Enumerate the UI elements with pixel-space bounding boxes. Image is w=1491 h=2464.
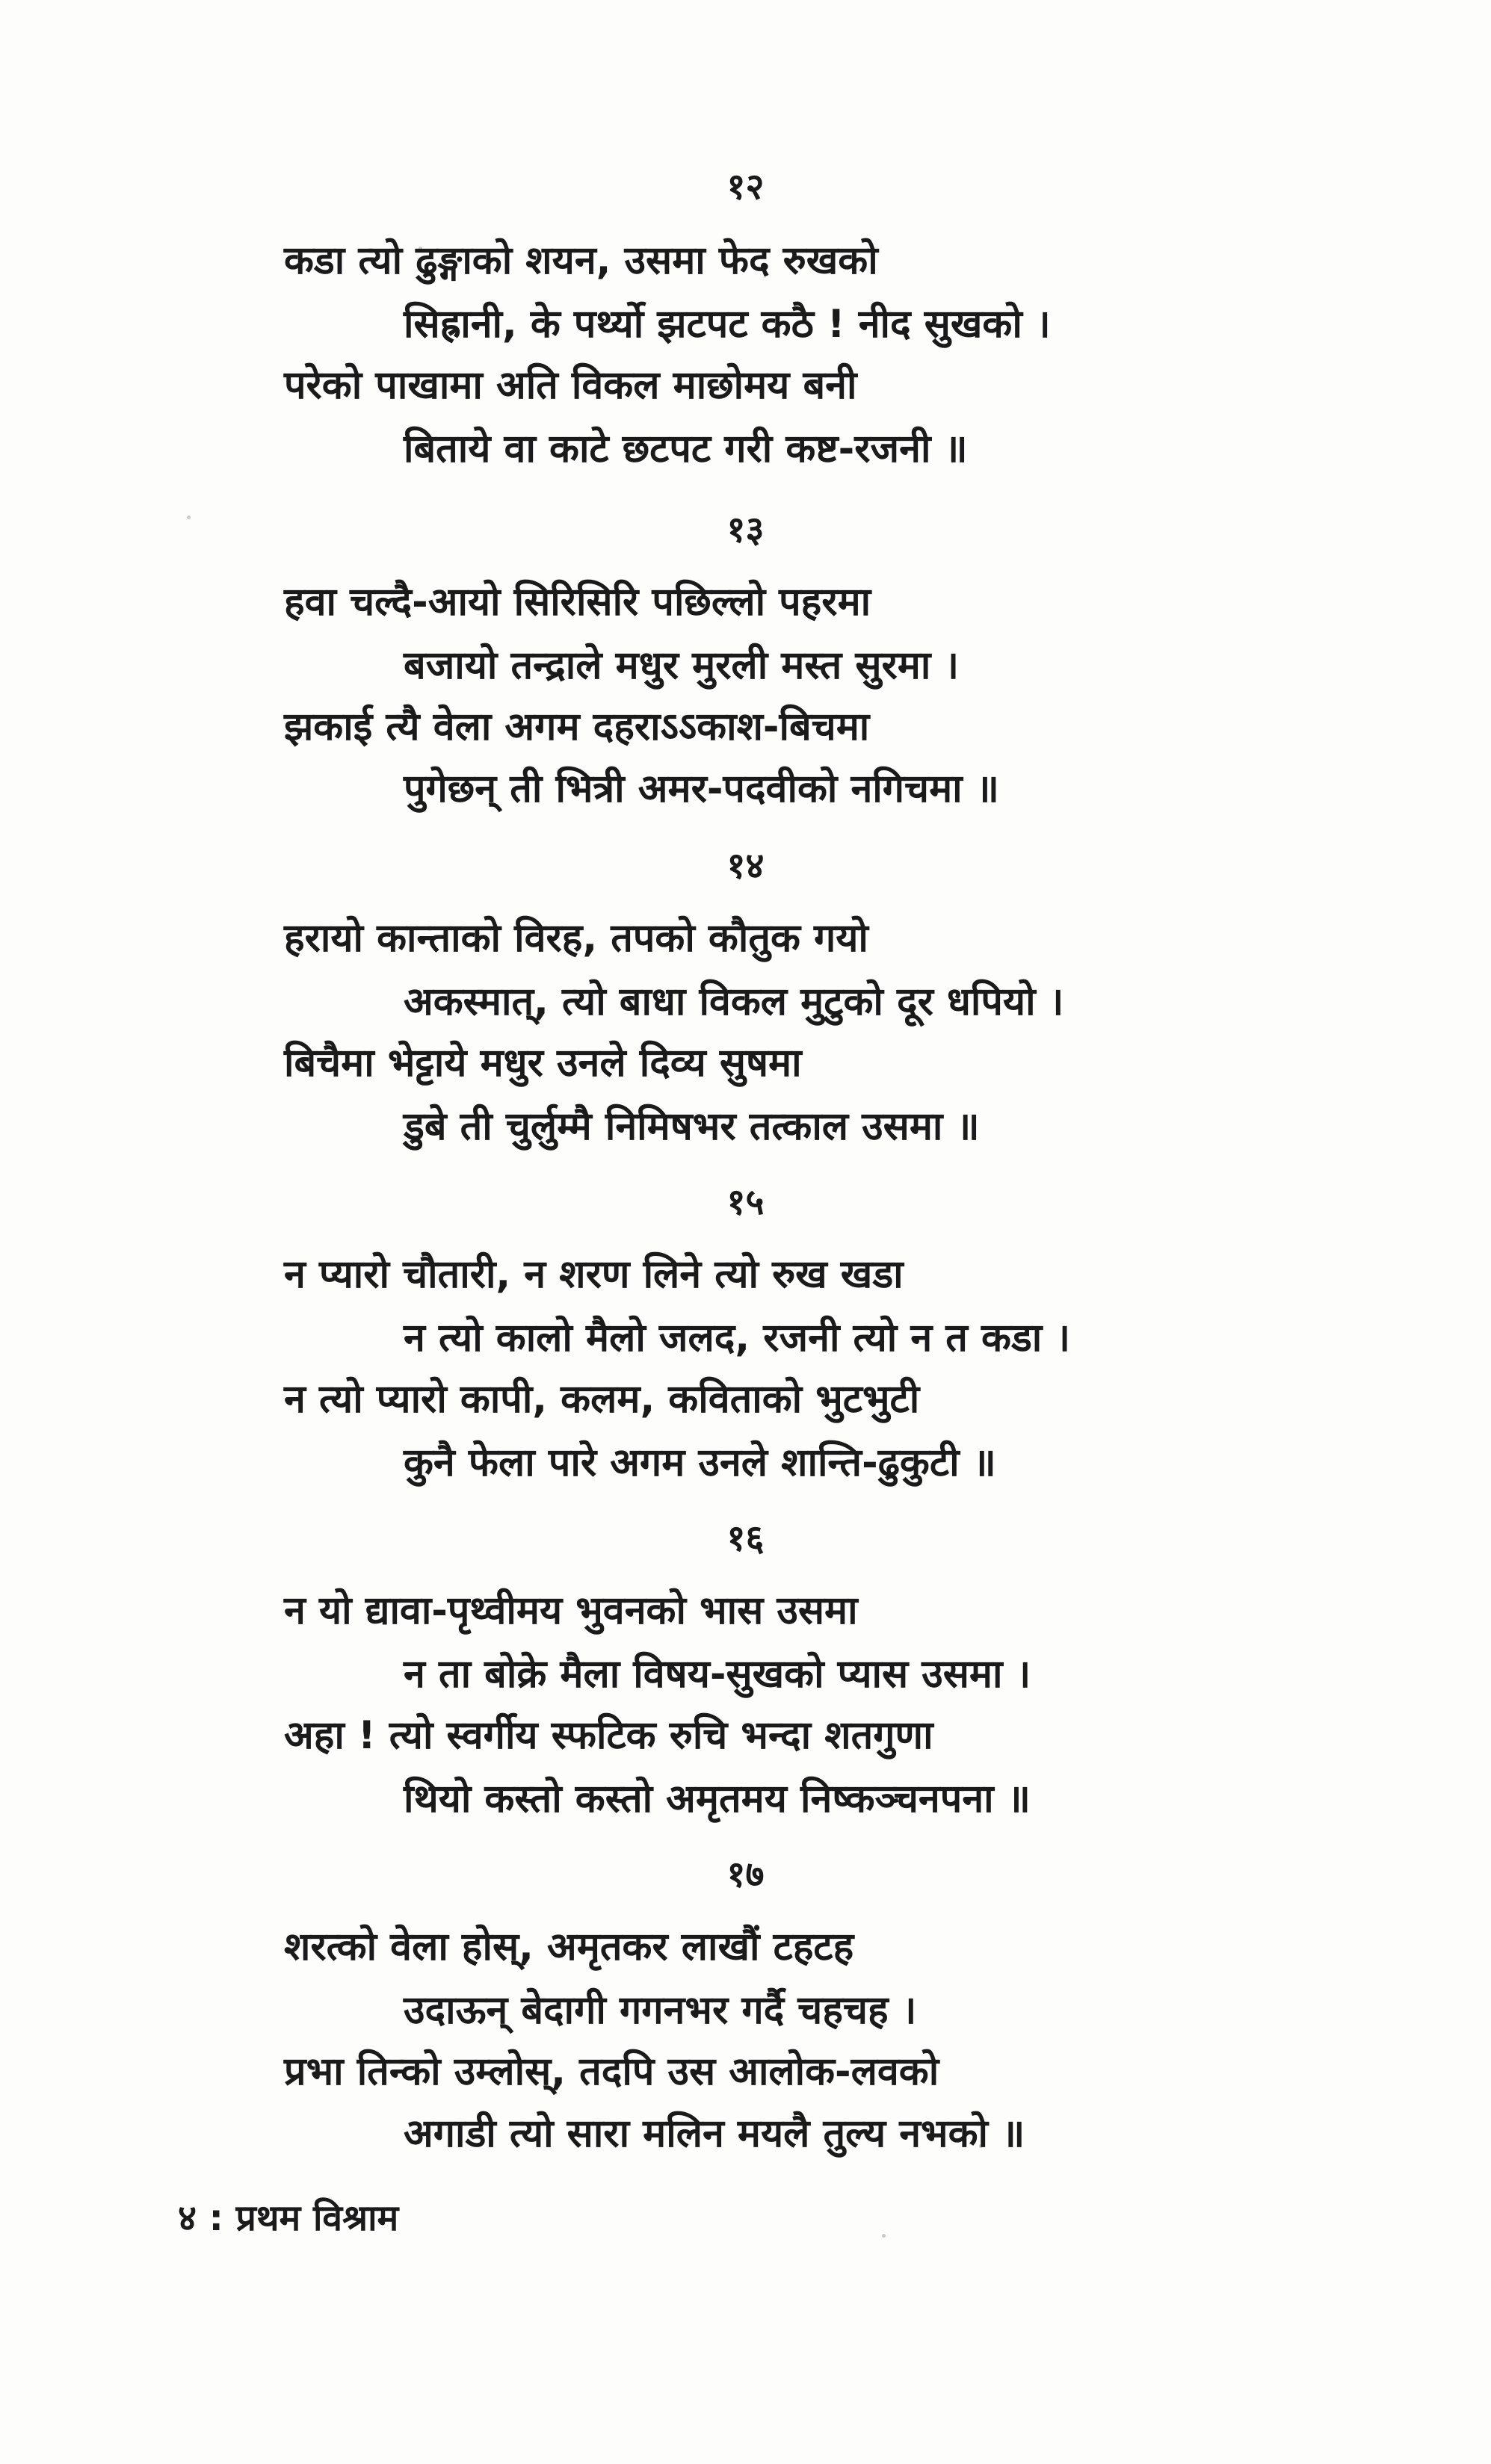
- verse-line: हवा चल्दै-आयो सिरिसिरि पछिल्लो पहरमा: [284, 580, 871, 625]
- verse-line: उदाऊन् बेदागी गगनभर गर्दै चहचह ।: [404, 1988, 917, 2033]
- verse-line: बिताये वा काटे छटपट गरी कष्ट-रजनी ॥: [404, 427, 968, 471]
- verse-line: न प्यारो चौतारी, न शरण लिने त्यो रुख खडा: [284, 1252, 904, 1297]
- verse-line: प्रभा तिन्को उम्लोस्, तदपि उस आलोक-लवको: [284, 2049, 939, 2094]
- verse-line: न यो द्यावा-पृथ्वीमय भुवनको भास उसमा: [284, 1588, 858, 1633]
- verse-number: १५: [726, 1181, 765, 1223]
- verse-line: अहा ! त्यो स्वर्गीय स्फटिक रुचि भन्दा शतगुणा: [284, 1713, 933, 1758]
- verse-line: कुनै फेला पारे अगम उनले शान्ति-ढुकुटी ॥: [404, 1440, 996, 1485]
- verse-line: बजायो तन्द्राले मधुर मुरली मस्त सुरमा ।: [404, 643, 960, 688]
- verse-line: हरायो कान्ताको विरह, तपको कौतुक गयो: [284, 916, 868, 961]
- verse-line: शरत्को वेला होस्, अमृतकर लाखौं टहटह: [284, 1925, 854, 1969]
- verse-line: झकाई त्यै वेला अगम दहराऽऽकाश-बिचमा: [284, 705, 870, 749]
- verse-line: अगाडी त्यो सारा मलिन मयलै तुल्य नभको ॥: [404, 2111, 1025, 2156]
- verse-number: १६: [726, 1517, 765, 1559]
- verse-line: डुबे ती चुर्लुम्मै निमिषभर तत्काल उसमा ॥: [404, 1104, 980, 1149]
- verse-line: न त्यो कालो मैलो जलद, रजनी त्यो न त कडा ।: [404, 1316, 1071, 1361]
- verse-number: १२: [726, 166, 765, 208]
- verse-line: सिह्रानी, के पर्थ्यो झटपट कठै ! नीद सुखको ।: [404, 302, 1051, 347]
- verse-line: थियो कस्तो कस्तो अमृतमय निष्कञ्चनपना ॥: [404, 1777, 1031, 1821]
- verse-line: कडा त्यो ढुङ्गाको शयन, उसमा फेद रुखको: [284, 238, 878, 283]
- verse-number: १३: [726, 509, 765, 551]
- verse-line: बिचैमा भेट्टाये मधुर उनले दिव्य सुषमा: [284, 1041, 802, 1086]
- verse-number: १७: [726, 1854, 765, 1895]
- verse-line: न त्यो प्यारो कापी, कलम, कविताको भुटभुटी: [284, 1377, 920, 1422]
- verse-line: पुगेछन् ती भित्री अमर-पदवीको नगिचमा ॥: [404, 767, 999, 811]
- verse-line: परेको पाखामा अति विकल माछोमय बनी: [284, 363, 857, 408]
- page-footer: ४ : प्रथम विश्राम: [178, 2197, 399, 2239]
- verse-line: अकस्मात्, त्यो बाधा विकल मुटुको दूर धपियो ।: [404, 979, 1064, 1024]
- verse-line: न ता बोक्रे मैला विषय-सुखको प्यास उसमा ।: [404, 1652, 1031, 1697]
- verse-number: १४: [726, 845, 765, 887]
- paper-speck: [882, 2234, 886, 2238]
